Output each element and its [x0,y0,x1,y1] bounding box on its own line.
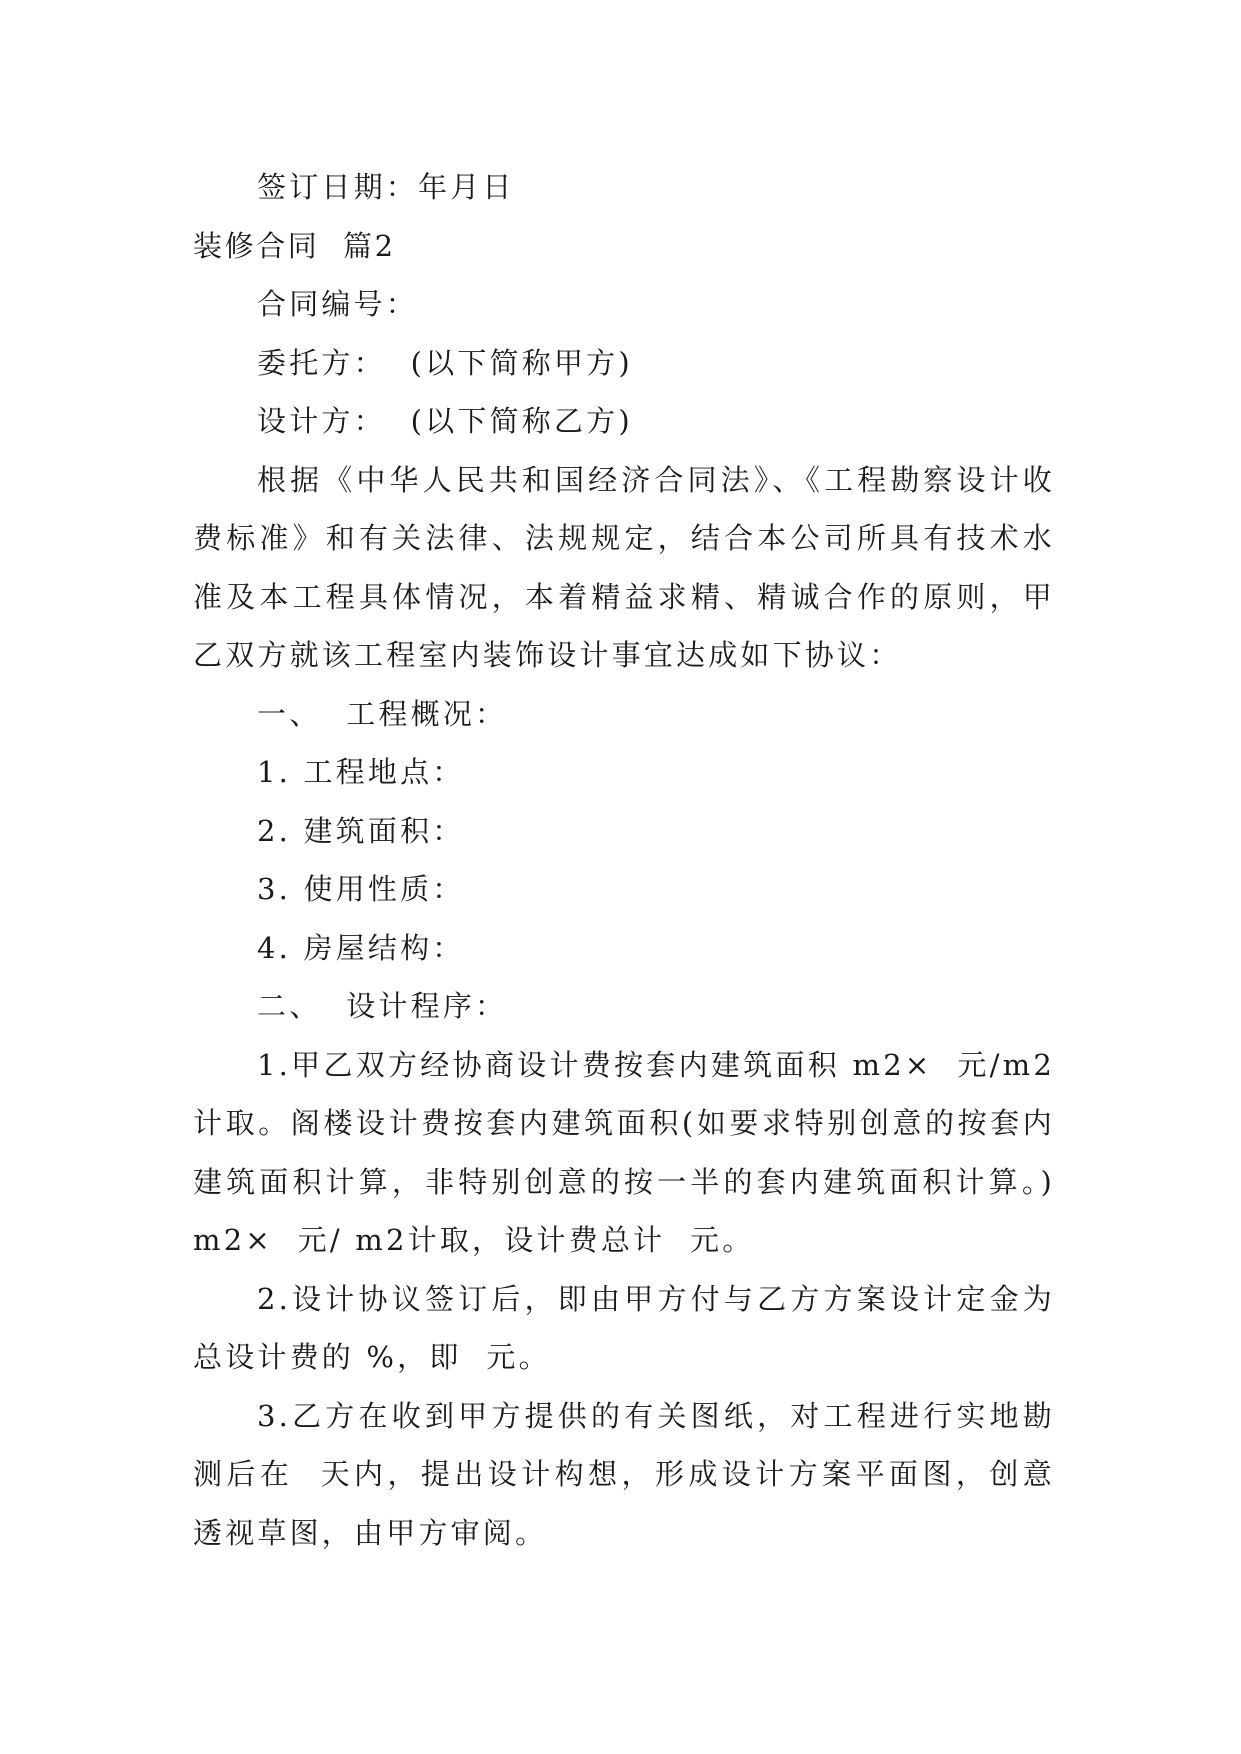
overview-item-usage: 3. 使用性质： [257,872,465,906]
client-party: 委托方： (以下简称甲方) [257,345,633,380]
overview-item-structure: 4. 房屋结构： [257,930,465,965]
contract-number: 合同编号： [257,287,419,321]
preamble-paragraph: 根据《中华人民共和国经济合同法》、《工程勘察设计收费标准》和有关法律、法规规定，结合本公司所具有技术水准及本工程具体情况，本着精益求精、精诚合作的原则，甲乙双方就该工程室内装饰设计事宜达成如下协议： [193,462,1055,672]
section-heading-overview: 一、 工程概况： [257,696,508,731]
signing-date: 签订日期：年月日 [257,170,515,204]
section-heading-procedure: 二、 设计程序： [257,989,508,1023]
designer-party: 设计方： (以下简称乙方) [257,404,633,438]
procedure-clause-1: 1.甲乙双方经协商设计费按套内建筑面积 m2× 元/m2计取。阁楼设计费按套内建筑面积(如要求特别创意的按套内建筑面积计算，非特别创意的按一半的套内建筑面积计算。)m2× 元/ m2计取，设计费总计 元。 [193,1047,1055,1257]
overview-item-area: 2. 建筑面积： [257,813,465,848]
document-body [193,158,1055,1562]
procedure-clause-2: 2.设计协议签订后，即由甲方付与乙方方案设计定金为总设计费的 %，即 元。 [193,1281,1055,1374]
section-title: 装修合同 篇2 [193,228,396,263]
procedure-clause-3: 3.乙方在收到甲方提供的有关图纸，对工程进行实地勘测后在 天内，提出设计构想，形成设计方案平面图，创意透视草图，由甲方审阅。 [193,1398,1055,1550]
overview-item-location: 1. 工程地点： [257,755,465,789]
